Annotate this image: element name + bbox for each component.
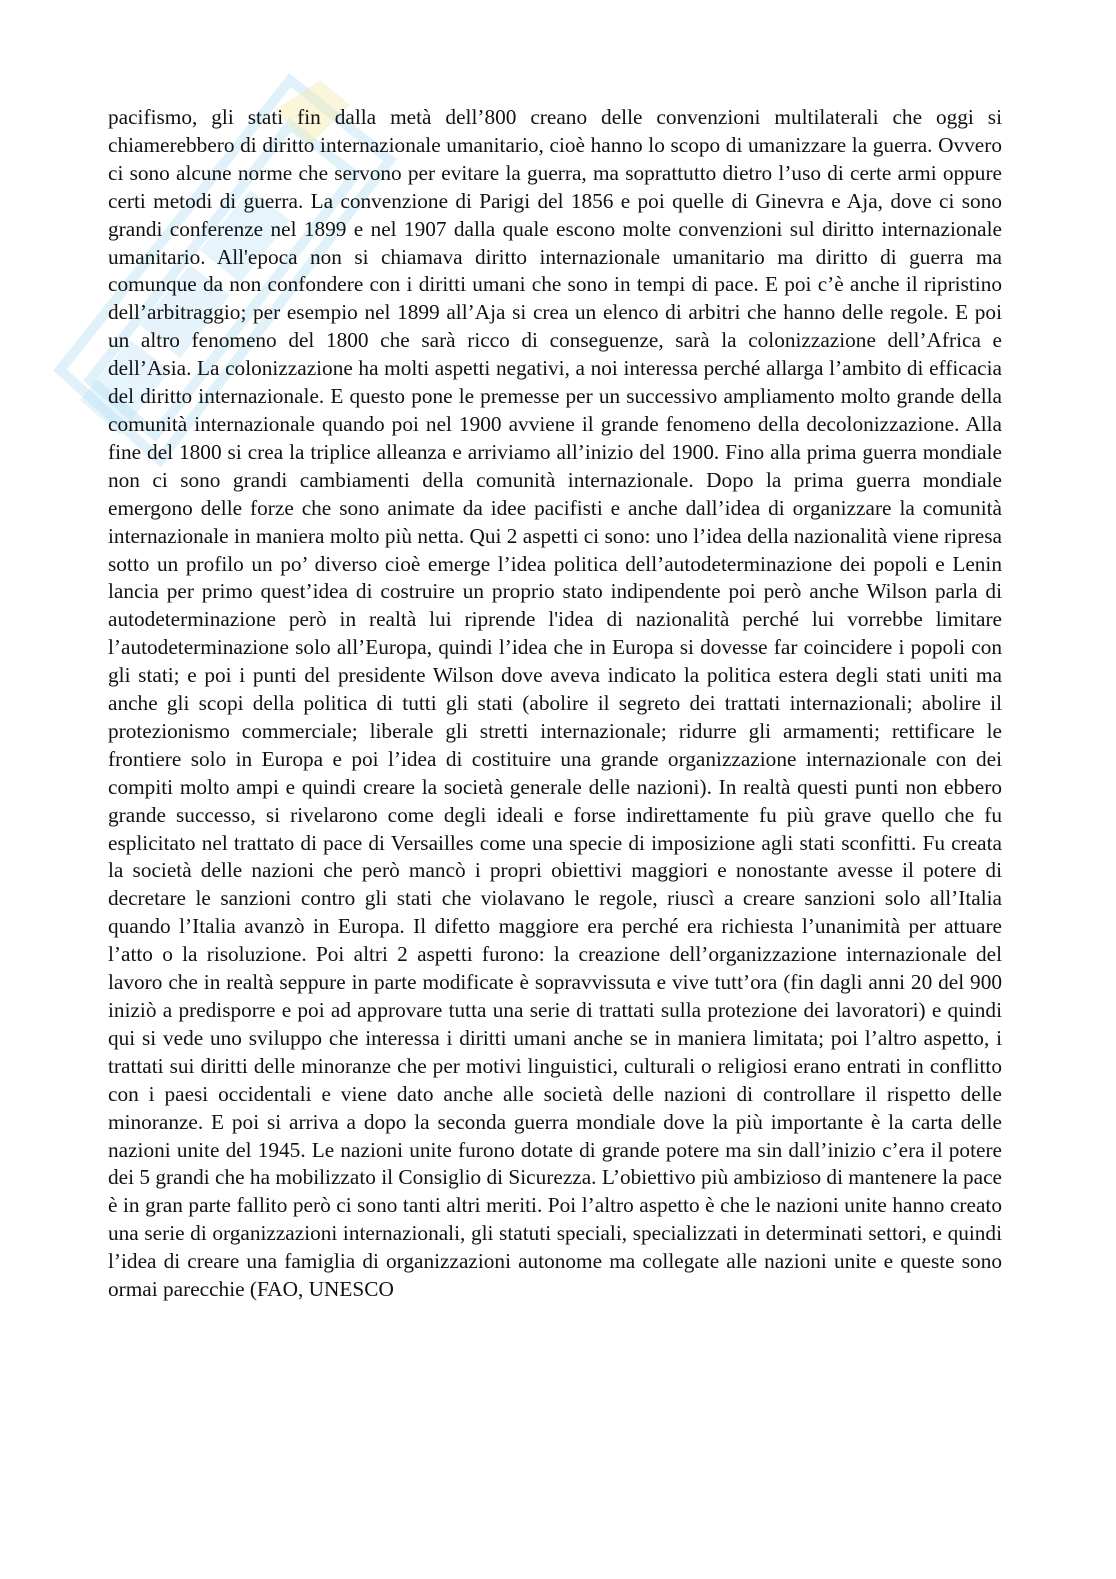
body-paragraph: pacifismo, gli stati fin dalla metà dell’800 creano delle convenzioni multilaterali che oggi si chiamerebbero di diritto internazionale umanitario, cioè hanno lo scopo di umanizzare la guerra. Ovvero ci sono alcune norme che servono per evitare la guerra, ma soprattutto dietro l’uso di certe armi oppure certi metodi di guerra. La convenzione di Parigi del 1856 e poi quelle di Ginevra e Aja, dove ci sono grandi conferenze nel 1899 e nel 1907 dalla quale escono molte convenzioni sul diritto internazionale umanitario. All'epoca non si chiamava diritto internazionale umanitario ma diritto di guerra ma comunque da non confondere con i diritti umani che sono in tempi di pace. E poi c’è anche il ripristino dell’arbitraggio; per esempio nel 1899 all’Aja si crea un elenco di arbitri che hanno delle regole. E poi un altro fenomeno del 1800 che sarà ricco di conseguenze, sarà la colonizzazione dell’Africa e dell’Asia. La colonizzazione ha molti aspetti negativi, a noi interessa perché allarga l’ambito di efficacia del diritto internazionale. E questo pone le premesse per un successivo ampliamento molto grande della comunità internazionale quando poi nel 1900 avviene il grande fenomeno della decolonizzazione. Alla fine del 1800 si crea la triplice alleanza e arriviamo all’inizio del 1900. Fino alla prima guerra mondiale non ci sono grandi cambiamenti della comunità internazionale. Dopo la prima guerra mondiale emergono delle forze che sono animate da idee pacifisti e anche dall’idea di organizzare la comunità internazionale in maniera molto più netta. Qui 2 aspetti ci sono: uno l’idea della nazionalità viene ripresa sotto un profilo un po’ diverso cioè emerge l’idea politica dell’autodeterminazione dei popoli e Lenin lancia per primo quest’idea di costruire un proprio stato indipendente poi però anche Wilson parla di autodeterminazione però in realtà lui riprende l'idea di nazionalità perché lui vorrebbe limitare l’autodeterminazione solo all’Europa, quindi l’idea che in Europa si dovesse far coincidere i popoli con gli stati; e poi i punti del presidente Wilson dove aveva indicato la politica estera degli stati uniti ma anche gli scopi della politica di tutti gli stati (abolire il segreto dei trattati internazionali; abolire il protezionismo commerciale; liberale gli stretti internazionale; ridurre gli armamenti; rettificare le frontiere solo in Europa e poi l’idea di costituire una grande organizzazione internazionale con dei compiti molto ampi e quindi creare la società generale delle nazioni). In realtà questi punti non ebbero grande successo, si rivelarono come degli ideali e forse indirettamente fu più grave quello che fu esplicitato nel trattato di pace di Versailles come una specie di imposizione agli stati sconfitti. Fu creata la società delle nazioni che però mancò i propri obiettivi maggiori e nonostante avesse il potere di decretare le sanzioni contro gli stati che violavano le regole, riuscì a creare sanzioni solo all’Italia quando l’Italia avanzò in Europa. Il difetto maggiore era perché era richiesta l’unanimità per attuare l’atto o la risoluzione. Poi altri 2 aspetti furono: la creazione dell’organizzazione internazionale del lavoro che in realtà seppure in parte modificate è sopravvissuta e vive tutt’ora (fin dagli anni 20 del 900 iniziò a predisporre e poi ad approvare tutta una serie di trattati sulla protezione dei lavoratori) e quindi qui si vede uno sviluppo che interessa i diritti umani anche se in maniera limitata; poi l’altro aspetto, i trattati sui diritti delle minoranze che per motivi linguistici, culturali o religiosi erano entrati in conflitto con i paesi occidentali e viene dato anche alle società delle nazioni di controllare il rispetto delle minoranze. E poi si arriva a dopo la seconda guerra mondiale dove la più importante è la carta delle nazioni unite del 1945. Le nazioni unite furono dotate di grande potere ma sin dall’inizio c’era il potere dei 5 grandi che ha mobilizzato il Consiglio di Sicurezza. L’obiettivo più ambizioso di mantenere la pace è in gran parte fallito però ci sono tanti altri meriti. Poi l’altro aspetto è che le nazioni unite hanno creato una serie di organizzazioni internazionali, gli statuti speciali, specializzati in determinati settori, e quindi l’idea di creare una famiglia di organizzazioni autonome ma collegate alle nazioni unite e queste sono ormai parecchie (FAO, UNESCO [108,105,1003,1302]
document-page [108,104,1002,1304]
